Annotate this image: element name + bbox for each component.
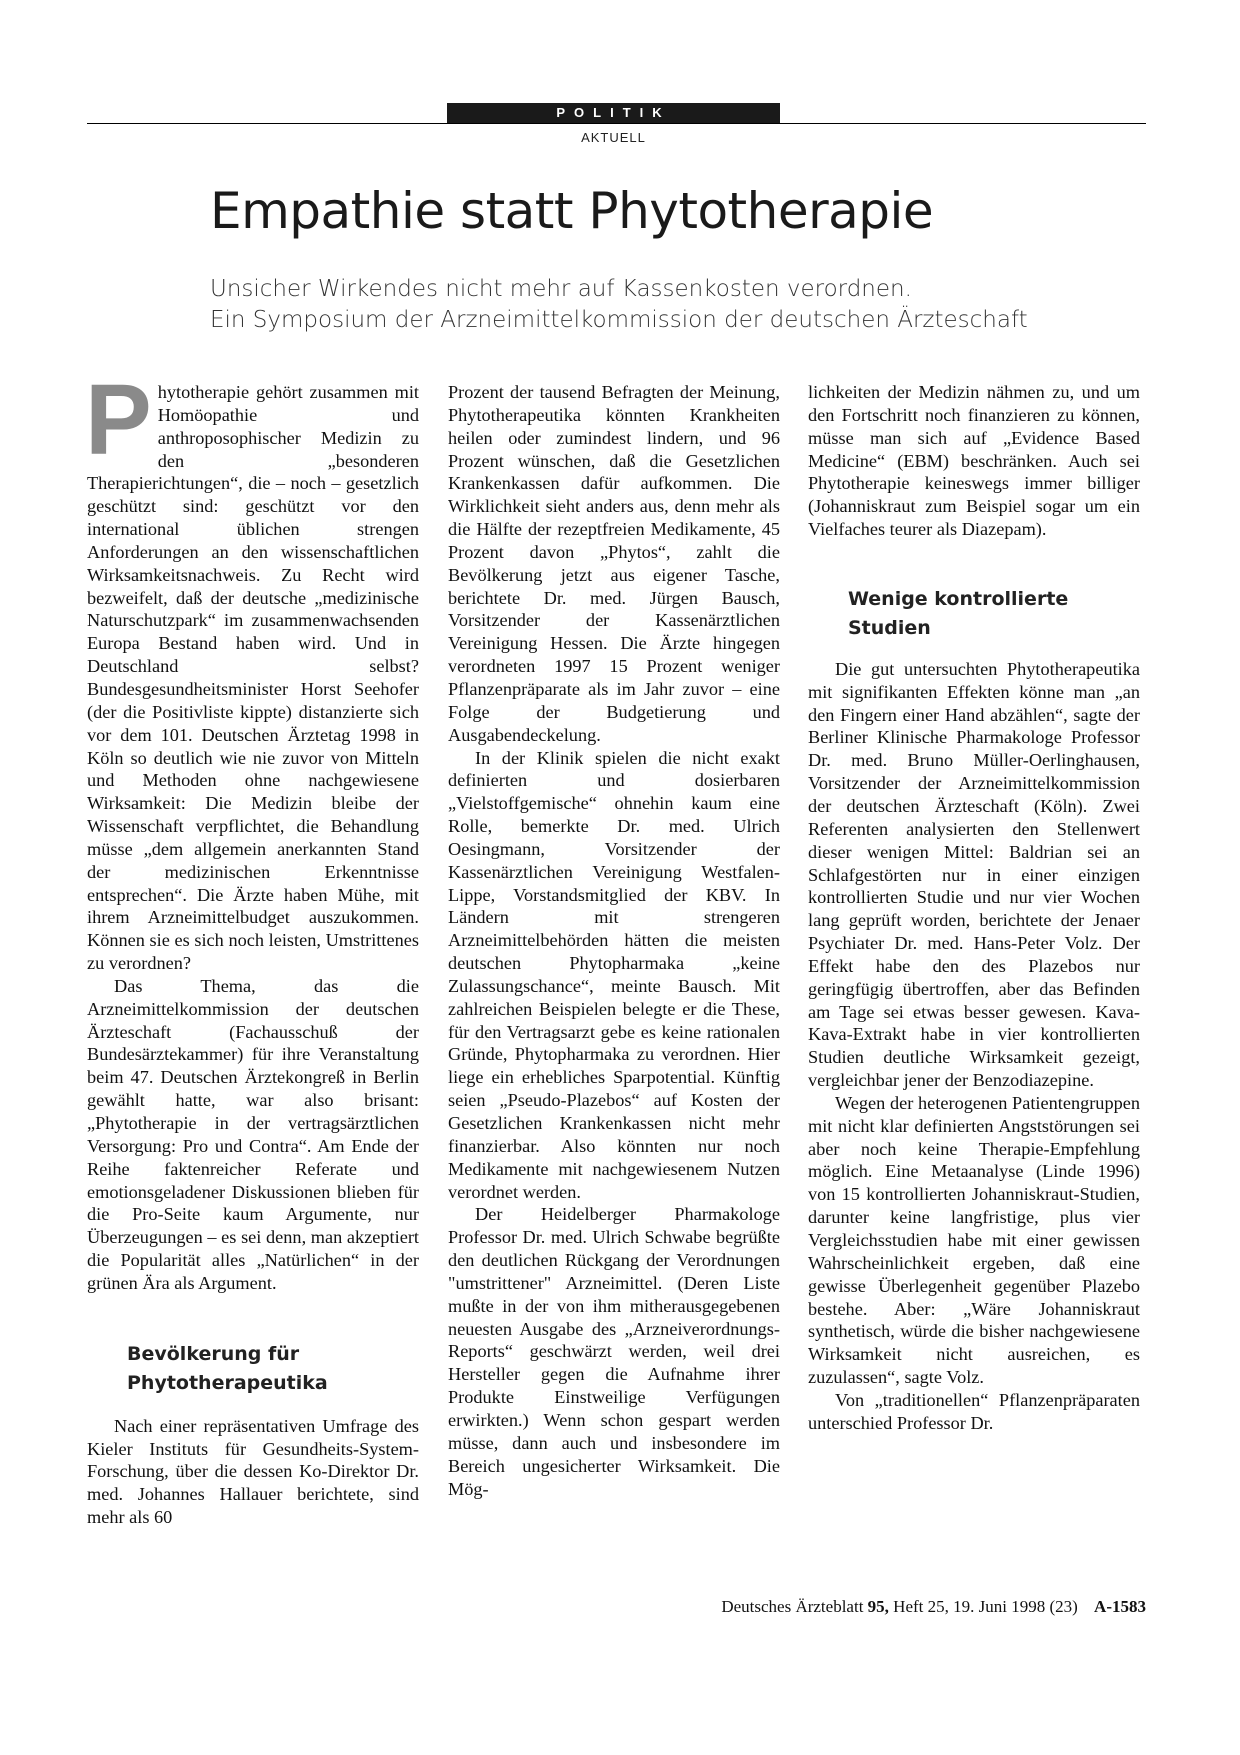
subheading <box>87 1340 419 1398</box>
volume-number: 95, <box>867 1597 889 1616</box>
subtitle-line-2: Ein Symposium der Arzneimittelkommission der deutschen Ärzteschaft <box>210 307 1028 333</box>
subheading-line: Wenige kontrollierte <box>848 587 1069 610</box>
article-column-1 <box>85 364 419 1529</box>
paragraph: In der Klinik spielen die nicht exakt definierten und dosierbaren „Vielstoffgemische“ ohnehin kaum eine Rolle, bemerkte Dr. med. Ulrich Oesingmann, Vorsitzender der Kassenärztlichen Vereinigung Westfalen-Lippe, Vorstandsmitglied der KBV. In Ländern mit strengeren Arzneimittelbehörden hätten die meisten deutschen Phytopharmaka „keine Zulassungschance“, meinte Bausch. Mit zahlreichen Beispielen belegte er die These, für den Vertragsarzt gebe es keine rationalen Gründe, Phytopharmaka zu verordnen. Hier liege ein erhebliches Sparpotential. Künftig seien „Pseudo-Plazebos“ auf Kosten der Gesetzlichen Krankenkassen nicht mehr finanzierbar. Also könnten nur noch Medikamente mit nachgewiesenem Nutzen verordnet werden. <box>448 747 780 1202</box>
paragraph: Nach einer repräsentativen Umfrage des Kieler Instituts für Gesundheits-System-Forschung, über die dessen Ko-Direktor Dr. med. Johannes Hallauer berichtete, sind mehr als 60 <box>87 1415 419 1528</box>
subheading-line: Phytotherapeutika <box>127 1371 328 1394</box>
subtitle-line-1: Unsicher Wirkendes nicht mehr auf Kassenkosten verordnen. <box>210 276 912 302</box>
page-number: A-1583 <box>1094 1597 1146 1616</box>
subheading <box>808 585 1140 643</box>
paragraph: Das Thema, das die Arzneimittelkommission der deutschen Ärzteschaft (Fachausschuß der Bundesärztekammer) für ihre Veranstaltung beim 47. Deutschen Ärztekongreß in Berlin gewählt hatte, war also brisant: „Phytotherapie in der vertragsärztlichen Versorgung: Pro und Contra“. Am Ende der Reihe faktenreicher Referate und emotionsgeladener Diskussionen blieben für die Pro-Seite kaum Argumente, nur Überzeugungen – es sei denn, man akzeptiert die Popularität alles „Natürlichen“ in der grünen Ära als Argument. <box>87 975 419 1293</box>
subheading-line: Bevölkerung für <box>127 1342 300 1365</box>
section-label: POLITIK <box>447 103 780 123</box>
subsection-label: AKTUELL <box>581 130 646 145</box>
journal-name: Deutsches Ärzteblatt <box>721 1597 864 1616</box>
header-rule <box>87 123 1146 124</box>
subheading-line: Studien <box>848 616 931 639</box>
drop-cap: P <box>85 364 152 476</box>
page-footer <box>721 1597 1146 1617</box>
article-column-2 <box>448 381 780 1500</box>
paragraph: lichkeiten der Medizin nähmen zu, und um den Fortschritt noch finanzieren zu können, müsse man sich auf „Evidence Based Medicine“ (EBM) beschränken. Auch sei Phytotherapie keineswegs immer billiger (Johanniskraut zum Beispiel sogar um ein Vielfaches teurer als Diazepam). <box>808 382 1140 540</box>
paragraph: Prozent der tausend Befragten der Meinung, Phytotherapeutika könnten Krankheiten heilen oder zumindest lindern, und 96 Prozent wünschen, daß die Gesetzlichen Krankenkassen dafür aufkommen. Die Wirklichkeit sieht anders aus, denn mehr als die Hälfte der rezeptfreien Medikamente, 45 Prozent davon „Phytos“, zahlt die Bevölkerung jetzt aus eigener Tasche, berichtete Dr. med. Jürgen Bausch, Vorsitzender der Kassenärztlichen Vereinigung Hessen. Die Ärzte hingegen verordneten 1997 15 Prozent weniger Pflanzenpräparate als im Jahr zuvor – eine Folge der Budgetierung und Ausgabendeckelung. <box>448 382 780 745</box>
article-column-3 <box>808 381 1140 1435</box>
paragraph: Wegen der heterogenen Patientengruppen mit nicht klar definierten Angststörungen sei aber noch keine Therapie-Empfehlung möglich. Eine Metaanalyse (Linde 1996) von 15 kontrollierten Johanniskraut-Studien, darunter keine langfristige, plus vier Vergleichsstudien habe mit einer gewissen Wahrscheinlichkeit ergeben, daß eine gewisse Überlegenheit gegenüber Plazebo bestehe. Aber: „Wäre Johanniskraut synthetisch, würde die bisher nachgewiesene Wirksamkeit nicht ausreichen, es zuzulassen“, sagte Volz. <box>808 1092 1140 1388</box>
paragraph: Von „traditionellen“ Pflanzenpräparaten unterschied Professor Dr. <box>808 1389 1140 1433</box>
paragraph-text: hytotherapie gehört zusammen mit Homöopathie und anthroposophischer Medizin zu den „besonderen Therapierichtungen“, die – noch – gesetzlich geschützt sind: geschützt vor den international üblichen strengen Anforderungen an den wissenschaftlichen Wirksamkeitsnachweis. Zu Recht wird bezweifelt, daß der deutsche „medizinische Naturschutzpark“ im zusammenwachsenden Europa Bestand haben wird. Und in Deutschland selbst? Bundesgesundheitsminister Horst Seehofer (der die Positivliste kippte) distanzierte sich vor dem 101. Deutschen Ärztetag 1998 in Köln so deutlich wie nie zuvor von Mitteln und Methoden ohne nachgewiesene Wirksamkeit: Die Medizin bleibe der Wissenschaft verpflichtet, die Behandlung müsse „dem allgemein anerkannten Stand der medizinischen Erkenntnisse entsprechen“. Die Ärzte haben Mühe, mit ihrem Arzneimittelbudget auszukommen. Können sie es sich noch leisten, Umstrittenes zu verordnen? <box>87 382 419 974</box>
paragraph: Die gut untersuchten Phytotherapeutika mit signifikanten Effekten könne man „an den Fingern einer Hand abzählen“, sagte der Berliner Klinische Pharmakologe Professor Dr. med. Bruno Müller-Oerlinghausen, Vorsitzender der Arzneimittelkommission der deutschen Ärzteschaft (Köln). Zwei Referenten analysierten den Stellenwert dieser wenigen Mittel: Baldrian sei an Schlafgestörten nur in einer einzigen kontrollierten Studie und nur vier Wochen lang geprüft worden, berichtete der Jenaer Psychiater Dr. med. Hans-Peter Volz. Der Effekt habe den des Plazebos nur geringfügig übertroffen, aber das Befinden am Tage sei etwas besser gewesen. Kava-Kava-Extrakt habe in vier kontrollierten Studien deutliche Wirksamkeit gezeigt, vergleichbar jener der Benzodiazepine. <box>808 658 1140 1091</box>
paragraph: Der Heidelberger Pharmakologe Professor Dr. med. Ulrich Schwabe begrüßte den deutlichen Rückgang der Verordnungen "umstrittener" Arzneimittel. (Deren Liste mußte in der von ihm mitherausgegebenen neuesten Ausgabe des „Arzneiverordnungs-Reports“ geschwärzt werden, weil drei Hersteller gegen die Aufnahme ihrer Produkte Einstweilige Verfügungen erwirkten.) Wenn schon gespart werden müsse, dann auch und insbesondere im Bereich ungesicherter Wirksamkeit. Die Mög- <box>448 1204 780 1499</box>
article-title: Empathie statt Phytotherapie <box>210 182 934 240</box>
paragraph <box>85 364 419 975</box>
article-subtitle <box>210 274 1028 336</box>
issue-info: Heft 25, 19. Juni 1998 (23) <box>893 1597 1078 1616</box>
